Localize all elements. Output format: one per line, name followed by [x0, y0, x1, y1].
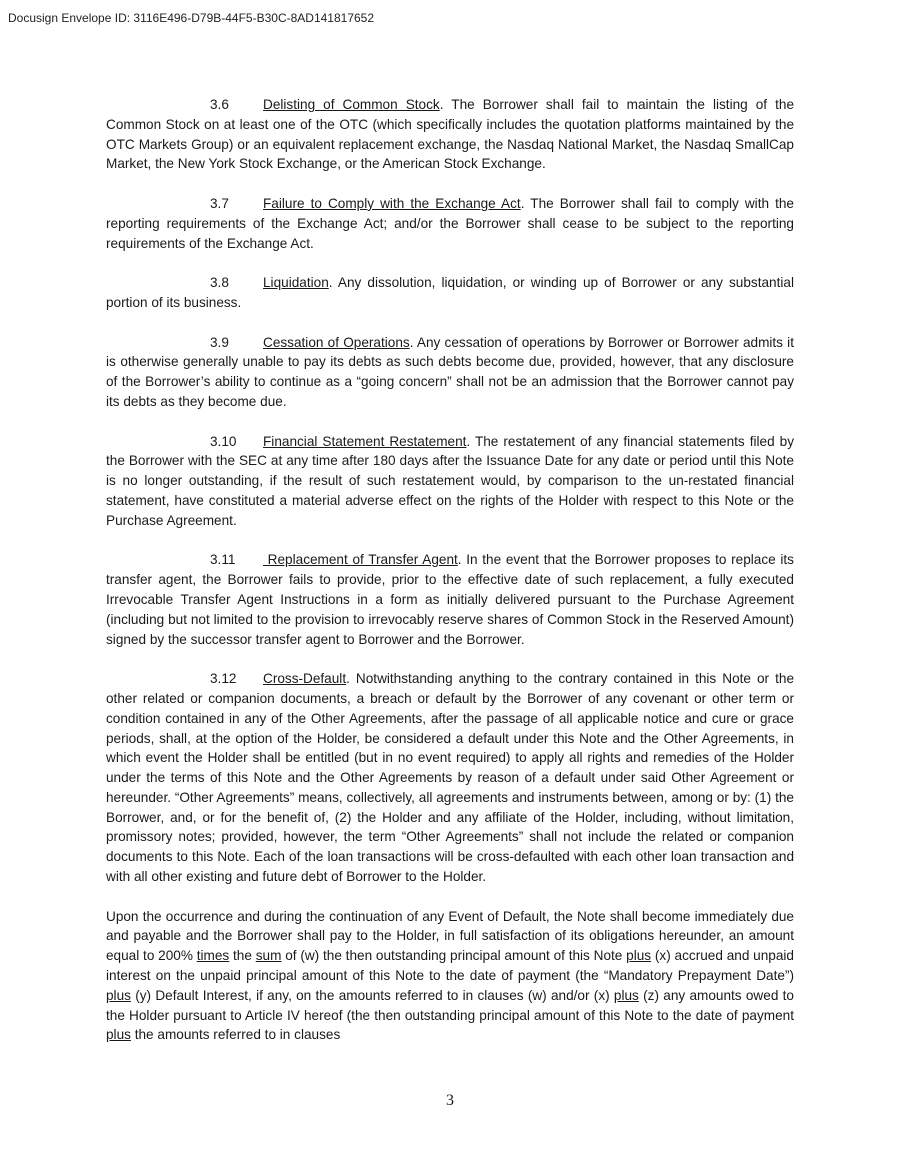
- section-heading: Cessation of Operations: [263, 334, 410, 350]
- section-3-7: 3.7 Failure to Comply with the Exchange Act. The Borrower shall fail to comply with the reporting requirements of the Exchange Act; and/or the Borrower shall cease to be subject to the reporting requirements of the Exchange Act.: [106, 195, 794, 251]
- closing-text: the amounts referred to in clauses: [130, 1027, 341, 1043]
- section-3-6: 3.6 Delisting of Common Stock. The Borrower shall fail to maintain the listing of the Common Stock on at least one of the OTC (which specifically includes the quotation platforms maintained by the OTC Markets Group) or an equivalent replacement exchange, the Nasdaq National Market, the Nasdaq SmallCap Market, the New York Stock Exchange, or the American Stock Exchange.: [106, 97, 795, 172]
- section-text: The restatement of any financial statements filed by the Borrower with the SEC at any time after 180 days after the Issuance Date for any date or period until this Note is no longer outstanding, if the result of such restatement would, by comparison to the un-restated financial statement, have constituted a material adverse effect on the rights of the Holder with respect to this Note or the Purchase Agreement.: [106, 433, 794, 528]
- section-text: Any dissolution, liquidation, or winding up of Borrower or any substantial portion of its business.: [106, 275, 794, 310]
- closing-paragraph: [106, 907, 794, 1046]
- underlined-term: times: [196, 948, 230, 964]
- envelope-id-header: Docusign Envelope ID: 3116E496-D79B-44F5-B30C-8AD141817652: [8, 11, 375, 25]
- section-number: 3.12: [210, 671, 237, 687]
- section-heading: Replacement of Transfer Agent: [263, 552, 458, 568]
- section-3-12: 3.12 Cross-Default. Notwithstanding anything to the contrary contained in this Note or the other related or companion documents, a breach or default by the Borrower of any covenant or other term or condition contained in any of the Other Agreements, after the passage of all applicable notice and cure or grace periods, shall, at the option of the Holder, be considered a default under this Note and the Other Agreements, in which event the Holder shall be entitled (but in no event required) to apply all rights and remedies of the Holder under the terms of this Note and the Other Agreements by reason of a default under said Other Agreement or hereunder. “Other Agreements” means, collectively, all agreements and instruments between, among or by: (1) the Borrower, and, or for the benefit of, (2) the Holder and any affiliate of the Holder, including, without limitation, promissory notes; provided, however, the term “Other Agreements” shall not include the related or companion documents to this Note. Each of the loan transactions will be cross-defaulted with each other loan transaction and with all other existing and future debt of Borrower to the Holder.: [106, 671, 794, 885]
- section-number: 3.9: [210, 334, 229, 350]
- underlined-term: sum: [255, 948, 282, 964]
- closing-text: of (w) the then outstanding principal amount of this Note: [281, 948, 627, 964]
- section-number: 3.11: [210, 552, 236, 568]
- section-heading: Liquidation: [263, 275, 329, 291]
- closing-text: (z) any amounts owed to the Holder pursuant to Article IV hereof (the then outstanding principal amount of this Note to the date of payment: [106, 987, 794, 1023]
- section-text: The Borrower shall fail to comply with the reporting requirements of the Exchange Act; and/or the Borrower shall cease to be subject to the reporting requirements of the Exchange Act.: [106, 195, 794, 251]
- closing-text: (x) accrued and unpaid interest on the unpaid principal amount of this Note to the date of payment (the “Mandatory Prepayment Date”): [106, 948, 794, 984]
- underlined-term: plus: [106, 1027, 131, 1043]
- section-3-10: 3.10 Financial Statement Restatement. The restatement of any financial statements filed by the Borrower with the SEC at any time after 180 days after the Issuance Date for any date or period until this Note is no longer outstanding, if the result of such restatement would, by comparison to the un-restated financial statement, have constituted a material adverse effect on the rights of the Holder with respect to this Note or the Purchase Agreement.: [106, 433, 794, 528]
- section-heading: Financial Statement Restatement: [263, 433, 467, 449]
- section-text: The Borrower shall fail to maintain the listing of the Common Stock on at least one of the OTC (which specifically includes the quotation platforms maintained by the OTC Markets Group) or an equivalent replacement exchange, the Nasdaq National Market, the Nasdaq SmallCap Market, the New York Stock Exchange, or the American Stock Exchange.: [106, 97, 795, 172]
- section-number: 3.6: [210, 97, 229, 112]
- document-body: [106, 95, 794, 1065]
- section-heading: Delisting of Common Stock: [263, 97, 440, 112]
- page-number: 3: [446, 1092, 454, 1109]
- section-number: 3.7: [210, 195, 229, 211]
- closing-text: (y) Default Interest, if any, on the amounts referred to in clauses (w) and/or (x): [130, 987, 614, 1003]
- section-heading: Cross-Default: [263, 671, 347, 687]
- underlined-term: plus: [613, 987, 639, 1003]
- section-text: In the event that the Borrower proposes to replace its transfer agent, the Borrower fails to provide, prior to the effective date of such replacement, a fully executed Irrevocable Transfer Agent Instructions in a form as initially delivered pursuant to the Purchase Agreement (including but not limited to the provision to irrevocably reserve shares of Common Stock in the Reserved Amount) signed by the successor transfer agent to Borrower and the Borrower.: [106, 552, 794, 647]
- section-text: Notwithstanding anything to the contrary contained in this Note or the other related or companion documents, a breach or default by the Borrower of any covenant or other term or condition contained in any of the Other Agreements, after the passage of all applicable notice and cure or grace periods, shall, at the option of the Holder, be considered a default under this Note and the Other Agreements, in which event the Holder shall be entitled (but in no event required) to apply all rights and remedies of the Holder under the terms of this Note and the Other Agreements by reason of a default under said Other Agreement or hereunder. “Other Agreements” means, collectively, all agreements and instruments between, among or by: (1) the Borrower, and, or for the benefit of, (2) the Holder and any affiliate of the Holder, including, without limitation, promissory notes; provided, however, the term “Other Agreements” shall not include the related or companion documents to this Note. Each of the loan transactions will be cross-defaulted with each other loan transaction and with all other existing and future debt of Borrower to the Holder.: [106, 671, 794, 885]
- closing-text: the: [229, 948, 256, 964]
- section-number: 3.10: [210, 433, 237, 449]
- section-3-11: 3.11 Replacement of Transfer Agent. In the event that the Borrower proposes to replace its transfer agent, the Borrower fails to provide, prior to the effective date of such replacement, a fully executed Irrevocable Transfer Agent Instructions in a form as initially delivered pursuant to the Purchase Agreement (including but not limited to the provision to irrevocably reserve shares of Common Stock in the Reserved Amount) signed by the successor transfer agent to Borrower and the Borrower.: [106, 552, 794, 647]
- section-heading: Failure to Comply with the Exchange Act: [263, 195, 521, 211]
- section-3-8: 3.8 Liquidation. Any dissolution, liquidation, or winding up of Borrower or any substantial portion of its business.: [106, 275, 794, 310]
- section-number: 3.8: [210, 275, 229, 291]
- section-text: Any cessation of operations by Borrower or Borrower admits it is otherwise generally unable to pay its debts as such debts become due, provided, however, that any disclosure of the Borrower’s ability to continue as a “going concern” shall not be an admission that the Borrower cannot pay its debts as they become due.: [106, 334, 794, 409]
- underlined-term: plus: [106, 987, 131, 1003]
- section-3-9: 3.9 Cessation of Operations. Any cessation of operations by Borrower or Borrower admits it is otherwise generally unable to pay its debts as such debts become due, provided, however, that any disclosure of the Borrower’s ability to continue as a “going concern” shall not be an admission that the Borrower cannot pay its debts as they become due.: [106, 334, 794, 409]
- closing-text: Upon the occurrence and during the continuation of any Event of Default, the Note shall become immediately due and payable and the Borrower shall pay to the Holder, in full satisfaction of its obligations hereunder, an amount equal to 200%: [106, 908, 794, 964]
- underlined-term: plus: [626, 948, 652, 964]
